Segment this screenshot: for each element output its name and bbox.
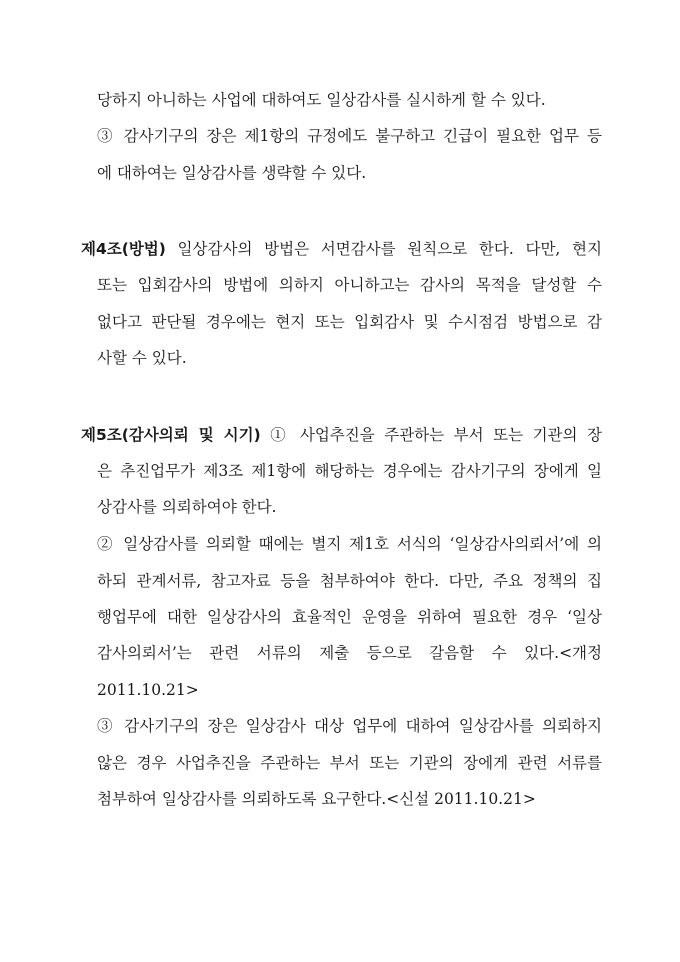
text-line: 은 추진업무가 제3조 제1항에 해당하는 경우에는 감사기구의 장에게 일 [97, 462, 602, 480]
text-line: 행업무에 대한 일상감사의 효율적인 운영을 위하여 필요한 경우 ‘일상 [97, 608, 602, 626]
text-line: 감사의뢰서’는 관련 서류의 제출 등으로 갈음할 수 있다.<개정 [97, 644, 602, 662]
text-line: 하되 관계서류, 참고자료 등을 첨부하여야 한다. 다만, 주요 정책의 집 [97, 572, 602, 590]
text-line: 사할 수 있다. [97, 349, 187, 367]
text-line: 2011.10.21> [97, 681, 199, 699]
text-line: 또는 입회감사의 방법에 의하지 아니하고는 감사의 목적을 달성할 수 [97, 276, 602, 294]
text-line: 첨부하여 일상감사를 의뢰하도록 요구한다.<신설 2011.10.21> [97, 790, 536, 808]
text-line: 않은 경우 사업추진을 주관하는 부서 또는 기관의 장에게 관련 서류를 [97, 754, 602, 772]
article-4-heading: 제4조(방법) [81, 240, 166, 258]
text-span: ① 사업추진을 주관하는 부서 또는 기관의 장 [260, 426, 602, 444]
article-5-heading: 제5조(감사의뢰 및 시기) [81, 426, 261, 444]
text-line: 당하지 아니하는 사업에 대하여도 일상감사를 실시하게 할 수 있다. [97, 91, 546, 109]
text-line: ③ 감사기구의 장은 일상감사 대상 업무에 대하여 일상감사를 의뢰하지 [97, 717, 602, 735]
text-line: 상감사를 의뢰하여야 한다. [97, 498, 277, 516]
text-line: ③ 감사기구의 장은 제1항의 규정에도 불구하고 긴급이 필요한 업무 등 [97, 127, 602, 145]
text-span: 일상감사의 방법은 서면감사를 원칙으로 한다. 다만, 현지 [165, 240, 602, 258]
text-line: ② 일상감사를 의뢰할 때에는 별지 제1호 서식의 ‘일상감사의뢰서’에 의 [97, 535, 602, 553]
text-line: 에 대하여는 일상감사를 생략할 수 있다. [97, 164, 367, 182]
article-5-first-line [81, 424, 602, 446]
text-line: 없다고 판단될 경우에는 현지 또는 입회감사 및 수시점검 방법으로 감 [97, 313, 602, 331]
article-4-first-line [81, 238, 602, 260]
